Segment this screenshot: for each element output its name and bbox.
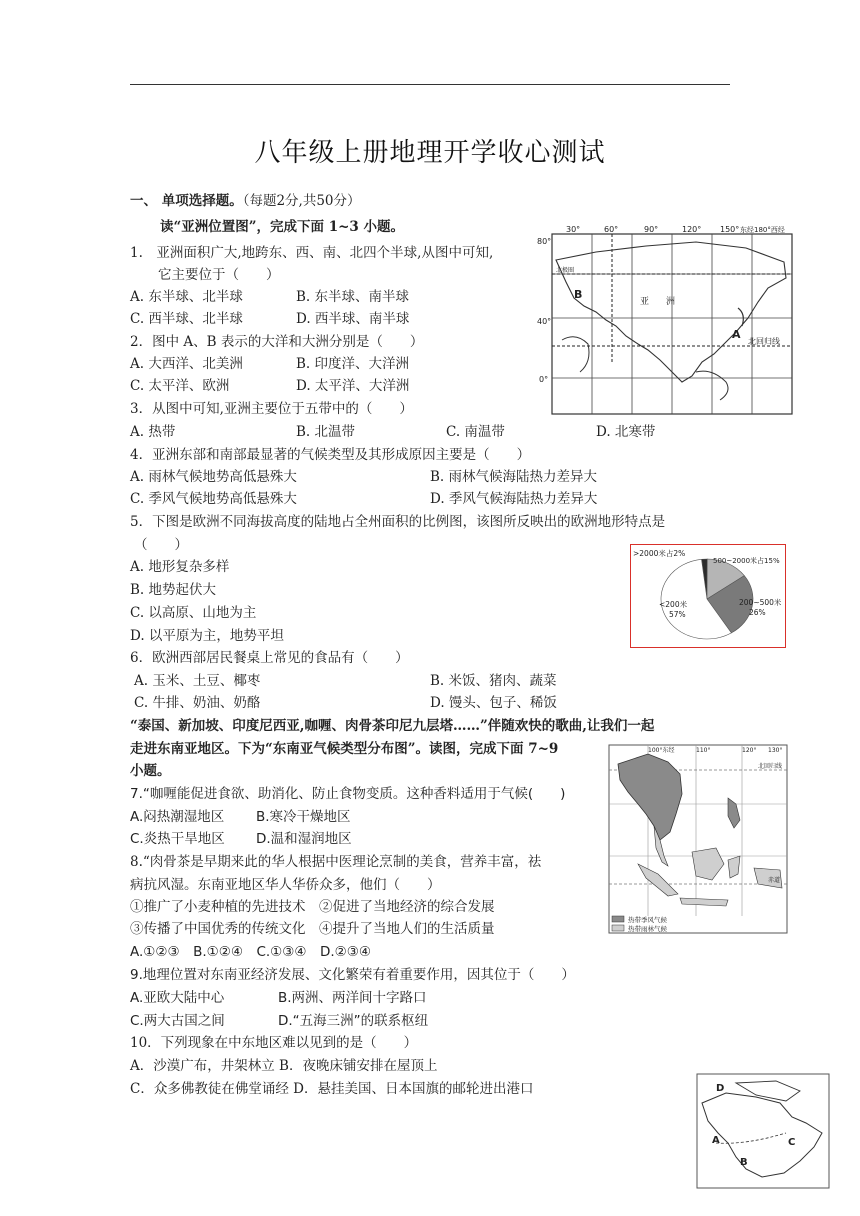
q5-option-b[interactable]: B. 地势起伏大 [130, 582, 217, 598]
legend-swatch-rainforest [612, 925, 624, 931]
q9-option-c[interactable]: C.两大古国之间 [130, 1013, 225, 1029]
q4-option-a[interactable]: A. 雨林气候地势高低悬殊大 [130, 469, 297, 485]
q4-option-d[interactable]: D. 季风气候海陆热力差异大 [430, 491, 598, 507]
q5-option-c[interactable]: C. 以高原、山地为主 [130, 605, 257, 621]
q2-option-a[interactable]: A. 大西洋、北美洲 [130, 356, 243, 372]
pie-label-200-500: 200~500米 [739, 598, 782, 607]
q8-item-3-4: ③传播了中国优秀的传统文化 ④提升了当地人们的生活质量 [130, 921, 495, 937]
page-title: 八年级上册地理开学收心测试 [254, 138, 606, 168]
q8-stem-line1: 8.“肉骨茶是早期来此的华人根据中医理论烹制的美食，营养丰富，祛 [130, 854, 542, 870]
q8-choices[interactable]: A.①②③ B.①②④ C.①③④ D.②③④ [130, 944, 371, 960]
pie-value-under-200: 57% [669, 610, 686, 619]
map-lat-40: 40° [537, 317, 552, 326]
map-label-asia-2: 洲 [666, 297, 676, 307]
map-lon-90: 90° [644, 225, 659, 234]
q6-option-a[interactable]: A. 玉米、土豆、椰枣 [134, 673, 261, 689]
me-label-c: C [788, 1137, 796, 1148]
intro-sea-line3: 小题。 [130, 763, 171, 779]
q1-option-b[interactable]: B. 东半球、南半球 [296, 289, 410, 305]
q9-option-d[interactable]: D.“五海三洲”的联系枢纽 [278, 1013, 429, 1029]
pie-label-500-2000: 500~2000米占15% [713, 557, 780, 565]
map-lon-180: 东经180°西经 [740, 226, 785, 234]
q7-option-c[interactable]: C.炎热干旱地区 [130, 831, 225, 847]
q5-stem-line2: （ ） [134, 537, 188, 553]
map-lon-150: 150° [720, 225, 740, 234]
asia-location-map [536, 222, 798, 418]
map-tropic-label: 北回归线 [748, 337, 780, 346]
q7-stem: 7.“咖喱能促进食欲、助消化、防止食物变质。这种香料适用于气候( ) [130, 786, 566, 802]
q5-stem-line1: 5．下图是欧洲不同海拔高度的陆地占全州面积的比例图，该图所反映出的欧洲地形特点是 [130, 514, 666, 530]
middle-east-map [696, 1073, 830, 1189]
pie-label-over-2000: >2000米占2% [633, 549, 686, 558]
sea-lon-120: 120° [742, 747, 757, 754]
q3-option-d[interactable]: D. 北寒带 [596, 424, 656, 440]
sea-equator-label: 赤道 [768, 877, 781, 884]
sea-tropic-label: 北回归线 [758, 763, 783, 770]
q3-stem: 3．从图中可知,亚洲主要位于五带中的（ ） [130, 401, 413, 417]
section-heading-label: 一、 单项选择题。 [130, 193, 243, 209]
q3-option-b[interactable]: B. 北温带 [296, 424, 356, 440]
intro-sea-line1: “泰国、新加坡、印度尼西亚,咖喱、肉骨茶印尼九层塔……”伴随欢快的歌曲,让我们一起 [130, 718, 655, 734]
southeast-asia-climate-map [608, 744, 788, 934]
q6-option-b[interactable]: B. 米饭、猪肉、蔬菜 [430, 673, 557, 689]
section-heading-note: （每题2分,共50分） [242, 193, 361, 209]
map-lat-80: 80° [537, 237, 552, 246]
section-heading [130, 192, 361, 210]
q8-item-1-2: ①推广了小麦种植的先进技术 ②促进了当地经济的综合发展 [130, 899, 495, 915]
me-label-a: A [712, 1135, 720, 1146]
map-lon-120: 120° [682, 225, 702, 234]
me-label-d: D [716, 1083, 725, 1094]
q1-option-a[interactable]: A. 东半球、北半球 [130, 289, 243, 305]
q4-option-b[interactable]: B. 雨林气候海陆热力差异大 [430, 469, 598, 485]
map-arctic-label: 北极圈 [556, 267, 575, 274]
legend-rainforest-label: 热带雨林气候 [628, 925, 667, 933]
sea-lon-100: 100°东经 [648, 747, 675, 754]
q2-stem: 2．图中 A、B 表示的大洋和大洲分别是（ ） [130, 334, 424, 350]
q1-stem-line1: 1. 亚洲面积广大,地跨东、西、南、北四个半球,从图中可知, [130, 245, 494, 261]
q2-option-b[interactable]: B. 印度洋、大洋洲 [296, 356, 410, 372]
q9-option-a[interactable]: A.亚欧大陆中心 [130, 990, 225, 1006]
pie-value-200-500: 26% [749, 608, 766, 617]
me-label-b: B [740, 1157, 748, 1168]
intro-asia: 读“亚洲位置图”，完成下面 1~3 小题。 [160, 219, 405, 235]
map-lon-60: 60° [604, 225, 619, 234]
q1-option-d[interactable]: D. 西半球、南半球 [296, 311, 410, 327]
q5-option-a[interactable]: A. 地形复杂多样 [130, 559, 230, 575]
q10-stem: 10．下列现象在中东地区难以见到的是（ ） [130, 1035, 418, 1051]
pie-label-under-200: <200米 [659, 600, 688, 609]
q4-stem: 4．亚洲东部和南部最显著的气候类型及其形成原因主要是（ ） [130, 447, 531, 463]
intro-sea-line2: 走进东南亚地区。下为“东南亚气候类型分布图”。读图，完成下面 7~9 [130, 741, 559, 757]
map-label-a: A [732, 328, 741, 341]
q6-stem: 6．欧洲西部居民餐桌上常见的食品有（ ） [130, 650, 409, 666]
q6-option-c[interactable]: C. 牛排、奶油、奶酪 [134, 695, 261, 711]
q9-stem: 9.地理位置对东南亚经济发展、文化繁荣有着重要作用，因其位于（ ） [130, 967, 575, 983]
map-lat-0: 0° [539, 375, 549, 384]
q5-option-d[interactable]: D. 以平原为主，地势平坦 [130, 628, 284, 644]
q2-option-d[interactable]: D. 太平洋、大洋洲 [296, 378, 410, 394]
q7-option-d[interactable]: D.温和湿润地区 [256, 831, 352, 847]
map-label-b: B [574, 288, 583, 301]
q1-option-c[interactable]: C. 西半球、北半球 [130, 311, 243, 327]
q8-stem-line2: 病抗风湿。东南亚地区华人华侨众多，他们（ ） [130, 877, 441, 893]
q9-option-b[interactable]: B.两洲、两洋间十字路口 [278, 990, 427, 1006]
q10-options-cd[interactable]: C．众多佛教徒在佛堂诵经 D．悬挂美国、日本国旗的邮轮进出港口 [130, 1081, 534, 1097]
q4-option-c[interactable]: C. 季风气候地势高低悬殊大 [130, 491, 297, 507]
q3-option-c[interactable]: C. 南温带 [446, 424, 505, 440]
sea-lon-110: 110° [696, 747, 711, 754]
q1-stem-line2: 它主要位于（ ） [158, 267, 280, 283]
legend-monsoon-label: 热带季风气候 [628, 916, 667, 924]
q7-option-a[interactable]: A.闷热潮湿地区 [130, 809, 225, 825]
sea-lon-130: 130° [768, 747, 783, 754]
q2-option-c[interactable]: C. 太平洋、欧洲 [130, 378, 230, 394]
legend-swatch-monsoon [612, 916, 624, 922]
q10-options-ab[interactable]: A．沙漠广布，井架林立 B．夜晚床铺安排在屋顶上 [130, 1058, 438, 1074]
q6-option-d[interactable]: D. 馒头、包子、稀饭 [430, 695, 557, 711]
europe-elevation-pie [630, 544, 786, 648]
map-lon-30: 30° [566, 225, 581, 234]
header-rule [130, 84, 730, 85]
q7-option-b[interactable]: B.寒冷干燥地区 [256, 809, 351, 825]
map-label-asia-1: 亚 [640, 297, 650, 307]
q3-option-a[interactable]: A. 热带 [130, 424, 176, 440]
